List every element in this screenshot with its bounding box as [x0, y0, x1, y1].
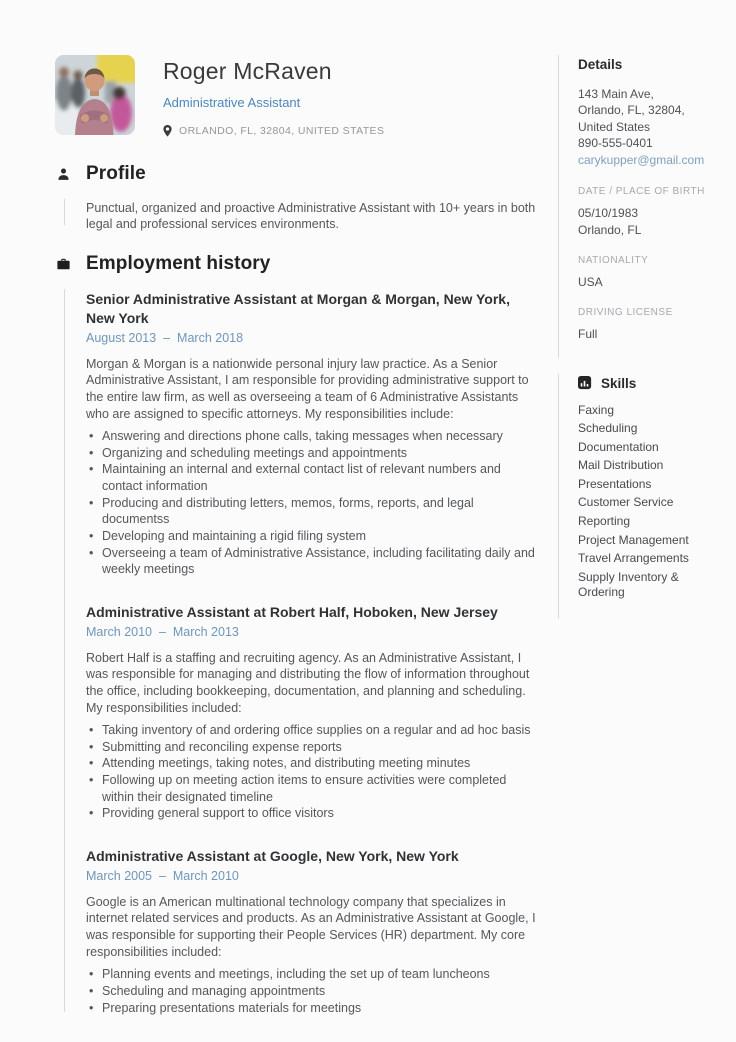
- candidate-job-title: Administrative Assistant: [163, 95, 301, 110]
- resume-header: [55, 55, 541, 137]
- bar-chart-icon: [578, 376, 592, 390]
- employment-heading: Employment history: [86, 253, 271, 275]
- skill-item: Scheduling: [578, 421, 638, 436]
- skill-item: Reporting: [578, 514, 631, 529]
- birth-label: DATE / PLACE OF BIRTH: [578, 186, 705, 198]
- briefcase-icon: [56, 257, 71, 272]
- job-dates: March 2010 – March 2013: [86, 624, 239, 639]
- skill-item: Project Management: [578, 532, 689, 547]
- person-icon: [56, 167, 71, 182]
- bullet-item: • Maintaining an internal and external contact list of relevant numbers and contact information: [86, 461, 541, 494]
- profile-photo: [55, 55, 135, 135]
- sidebar: [558, 55, 713, 1036]
- skill-item: Travel Arrangements: [578, 551, 689, 566]
- email-link[interactable]: carykupper@gmail.com: [578, 153, 705, 168]
- skills-section: [558, 374, 713, 620]
- bullet-item: • Submitting and reconciling expense reports: [86, 739, 541, 756]
- job-description: Google is an American multinational technology company that specializes in internet related services and products. As an Administrative Assistant at Google, I was responsible for supporting their People Services (HR) department. My core responsibilities included:: [86, 894, 536, 959]
- bullet-item: • Taking inventory of and ordering office supplies on a regular and ad hoc basis: [86, 722, 541, 739]
- bullet-item: • Planning events and meetings, including the set up of team luncheons: [86, 966, 541, 983]
- bullet-item: • Producing and distributing letters, memos, forms, reports, and legal documentss: [86, 495, 541, 528]
- job-title: Administrative Assistant at Google, New York, New York: [86, 847, 459, 864]
- nationality-label: NATIONALITY: [578, 254, 649, 266]
- job-bullet-list: [86, 722, 541, 822]
- employment-section: [55, 253, 541, 1016]
- skills-heading-row: [578, 376, 713, 391]
- bullet-item: • Scheduling and managing appointments: [86, 983, 541, 1000]
- skill-item: Supply Inventory & Ordering: [578, 569, 679, 600]
- candidate-location: ORLANDO, FL, 32804, UNITED STATES: [179, 125, 385, 137]
- bullet-item: • Following up on meeting action items to ensure activities were completed within their designated timeline: [86, 772, 541, 805]
- location-pin-icon: [163, 125, 172, 137]
- profile-section: [55, 163, 541, 233]
- address: 143 Main Ave, Orlando, FL, 32804, United States: [578, 87, 685, 134]
- driving-license-label: DRIVING LICENSE: [578, 307, 673, 319]
- skill-item: Faxing: [578, 402, 615, 417]
- section-divider-line: [64, 289, 65, 1012]
- driving-license-value: Full: [578, 327, 598, 342]
- job-entry-robert-half: [86, 603, 541, 822]
- job-description: Morgan & Morgan is a nationwide personal injury law practice. As a Senior Administrative Assistant, I am responsible for providing administrative support to the entire law firm, as well as overseeing a team of 6 Administrative Assistants who are assigned to specific attorneys. My responsibilities include:: [86, 356, 529, 421]
- skill-item: Customer Service: [578, 495, 674, 510]
- job-bullet-list: [86, 966, 541, 1016]
- phone-number: 890-555-0401: [578, 135, 653, 150]
- job-entry-google: [86, 847, 541, 1016]
- job-title: Senior Administrative Assistant at Morgan & Morgan, New York, New York: [86, 290, 510, 326]
- section-divider-line: [64, 199, 65, 225]
- skill-item: Documentation: [578, 439, 659, 454]
- bullet-item: • Overseeing a team of Administrative Assistance, including facilitating daily and weekly meetings: [86, 545, 541, 578]
- profile-heading: Profile: [86, 163, 146, 184]
- candidate-name: Roger McRaven: [163, 58, 332, 84]
- bullet-item: • Preparing presentations materials for meetings: [86, 1000, 541, 1017]
- header-text: [163, 55, 384, 137]
- skills-list: [578, 403, 713, 602]
- details-section: [558, 55, 713, 358]
- details-heading: Details: [578, 57, 623, 72]
- bullet-item: • Providing general support to office visitors: [86, 805, 541, 822]
- birth-date: 05/10/1983: [578, 206, 639, 221]
- main-column: [55, 55, 541, 1036]
- location-row: [163, 125, 384, 137]
- profile-photo-image: [55, 55, 135, 135]
- skill-item: Mail Distribution: [578, 458, 664, 473]
- job-description: Robert Half is a staffing and recruiting agency. As an Administrative Assistant, I was responsible for managing and distributing the flow of information throughout the office, including bookkeeping, documentation, and planning and scheduling. My responsibilities included:: [86, 650, 530, 715]
- birth-place: Orlando, FL: [578, 222, 642, 237]
- job-title: Administrative Assistant at Robert Half, Hoboken, New Jersey: [86, 603, 498, 620]
- nationality-value: USA: [578, 274, 603, 289]
- job-entry-morgan: [86, 290, 541, 578]
- job-bullet-list: [86, 428, 541, 578]
- skills-heading: Skills: [601, 375, 637, 391]
- bullet-item: • Organizing and scheduling meetings and appointments: [86, 445, 541, 462]
- profile-text: Punctual, organized and proactive Administrative Assistant with 10+ years in both legal and professional services environments.: [86, 200, 536, 232]
- bullet-item: • Developing and maintaining a rigid filing system: [86, 528, 541, 545]
- bullet-item: • Answering and directions phone calls, taking messages when necessary: [86, 428, 541, 445]
- job-dates: March 2005 – March 2010: [86, 868, 239, 883]
- job-dates: August 2013 – March 2018: [86, 330, 244, 345]
- skill-item: Presentations: [578, 476, 652, 491]
- bullet-item: • Attending meetings, taking notes, and distributing meeting minutes: [86, 755, 541, 772]
